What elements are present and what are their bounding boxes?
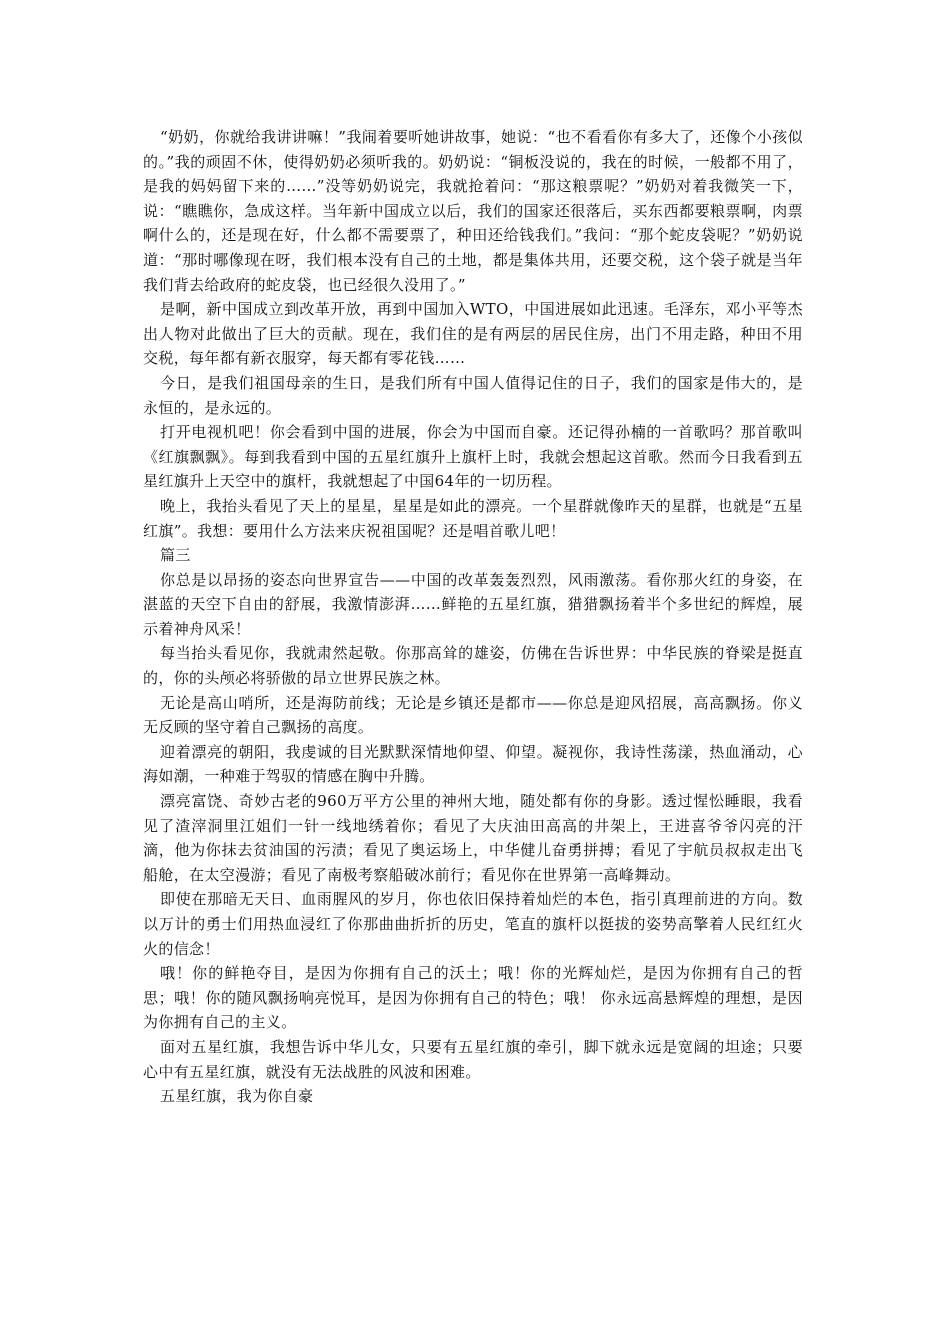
paragraph-2: 是啊，新中国成立到改革开放，再到中国加入WTO，中国进展如此迅速。毛泽东，邓小平等杰出人物对此做出了巨大的贡献。现在，我们住的是有两层的居民住房，出门不用走路，种田不用交税，每年都有新衣服穿，每天都有零花钱……	[143, 300, 803, 368]
paragraph-9: 无论是高山哨所，还是海防前线；无论是乡镇还是都市——你总是迎风招展，高高飘扬。你义无反顾的坚守着自己飘扬的高度。	[143, 693, 803, 737]
section-heading: 篇三	[160, 546, 191, 565]
paragraph-11: 漂亮富饶、奇妙古老的960万平方公里的神州大地，随处都有你的身影。透过惺忪睡眼，我看见了渣滓洞里江姐们一针一线地绣着你；看见了大庆油田高高的井架上，王进喜爷爷闪亮的汗滴，他为你抹去贫油国的污渍；看见了奥运场上，中华健儿奋勇拼搏；看见了宇航员叔叔走出飞船舱，在太空漫游；看见了南极考察船破冰前行；看见你在世界第一高峰舞动。	[143, 792, 803, 884]
paragraph-14: 面对五星红旗，我想告诉中华儿女，只要有五星红旗的牵引，脚下就永远是宽阔的坦途；只要心中有五星红旗，就没有无法战胜的风波和困难。	[143, 1037, 803, 1081]
closing-line: 五星红旗，我为你自豪	[160, 1087, 314, 1106]
document-body	[143, 125, 803, 1109]
paragraph-12: 即使在那暗无天日、血雨腥风的岁月，你也依旧保持着灿烂的本色，指引真理前进的方向。数以万计的勇士们用热血浸红了你那曲曲折折的历史，笔直的旗杆以挺拔的姿势高擎着人民红红火火的信念！	[143, 890, 803, 958]
paragraph-13: 哦！你的鲜艳夺目，是因为你拥有自己的沃土；哦！你的光辉灿烂，是因为你拥有自己的哲思；哦！你的随风飘扬响亮悦耳，是因为你拥有自己的特色；哦！ 你永远高悬辉煌的理想，是因为你拥有自己的主义。	[143, 964, 803, 1032]
paragraph-3: 今日，是我们祖国母亲的生日，是我们所有中国人值得记住的日子，我们的国家是伟大的，是永恒的，是永远的。	[143, 373, 803, 417]
paragraph-1: “奶奶，你就给我讲讲嘛！”我闹着要听她讲故事，她说：“也不看看你有多大了，还像个小孩似的。”我的顽固不休，使得奶奶必须听我的。奶奶说：“铜板没说的，我在的时候，一般都不用了，是我的妈妈留下来的……”没等奶奶说完，我就抢着问：“那这粮票呢？”奶奶对着我微笑一下，说：“瞧瞧你，急成这样。当年新中国成立以后，我们的国家还很落后，买东西都要粮票啊，肉票啊什么的，还是现在好，什么都不需要票了，种田还给钱我们。”我问：“那个蛇皮袋呢？”奶奶说道：“那时哪像现在呀，我们根本没有自己的土地，都是集体共用，还要交税，这个袋子就是当年我们背去给政府的蛇皮袋，也已经很久没用了。”	[143, 128, 803, 294]
paragraph-10: 迎着漂亮的朝阳，我虔诚的目光默默深情地仰望、仰望。凝视你，我诗性荡漾，热血涌动，心海如潮，一种难于驾驭的情感在胸中升腾。	[143, 742, 803, 786]
paragraph-8: 每当抬头看见你，我就肃然起敬。你那高耸的雄姿，仿佛在告诉世界：中华民族的脊梁是挺直的，你的头颅必将骄傲的昂立世界民族之林。	[143, 644, 803, 688]
paragraph-7: 你总是以昂扬的姿态向世界宣告——中国的改革轰轰烈烈，风雨激荡。看你那火红的身姿，在湛蓝的天空下自由的舒展，我激情澎湃……鲜艳的五星红旗，猎猎飘扬着半个多世纪的辉煌，展示着神舟风采！	[143, 570, 803, 638]
paragraph-5: 晚上，我抬头看见了天上的星星，星星是如此的漂亮。一个星群就像昨天的星群，也就是“五星红旗”。我想：要用什么方法来庆祝祖国呢？还是唱首歌儿吧！	[143, 496, 803, 540]
paragraph-4: 打开电视机吧！你会看到中国的进展，你会为中国而自豪。还记得孙楠的一首歌吗？那首歌叫《红旗飘飘》。每到我看到中国的五星红旗升上旗杆上时，我就会想起这首歌。然而今日我看到五星红旗升上天空中的旗杆，我就想起了中国64年的一切历程。	[143, 423, 803, 491]
